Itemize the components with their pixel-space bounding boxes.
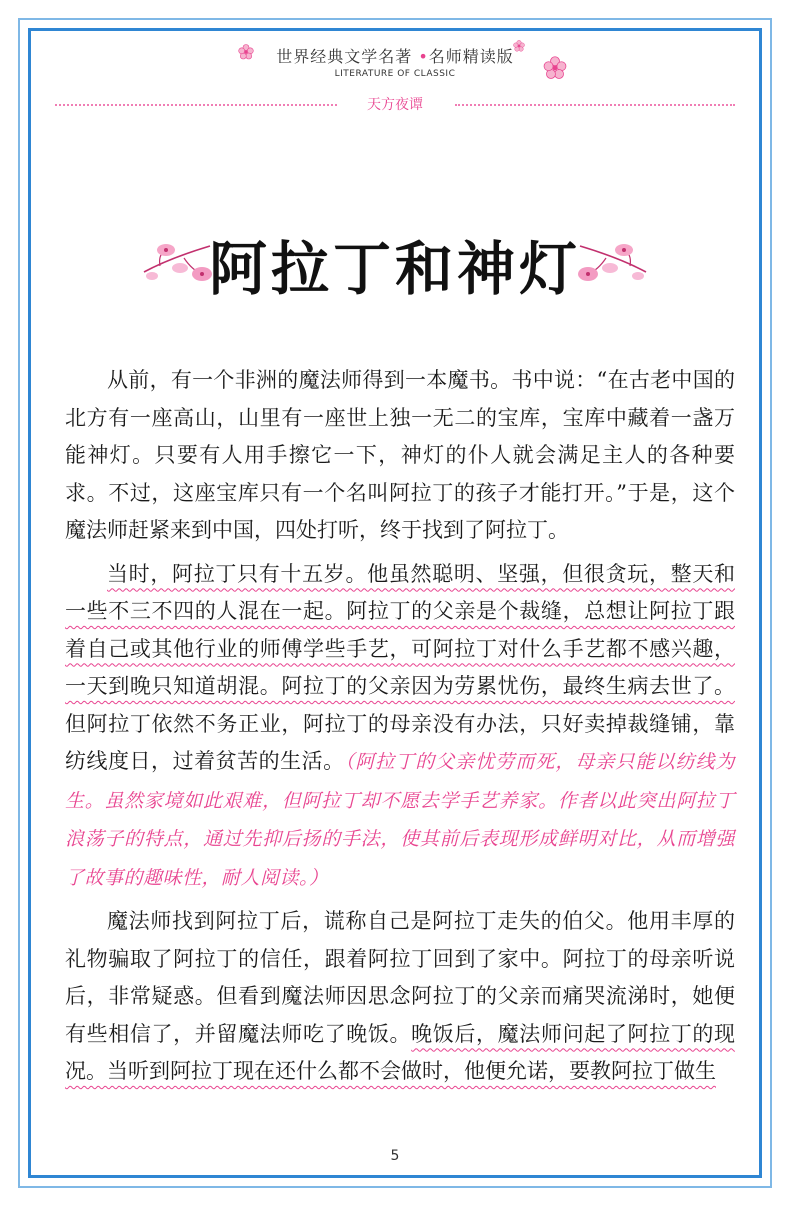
paragraph-2-text: 但阿拉丁依然不务正业，阿拉丁的母亲没有办法，只好卖掉裁缝铺，靠纺线度日，过着贫苦的生活。 bbox=[65, 711, 735, 773]
series-subtitle: LITERATURE OF CLASSIC bbox=[334, 69, 456, 79]
header-divider-right bbox=[455, 104, 735, 106]
annotation-note: （阿拉丁的父亲忧劳而死，母亲只能以纺线为生。虽然家境如此艰难，但阿拉丁却不愿去学手艺养家。作者以此突出阿拉丁浪荡子的特点，通过先抑后扬的手法，使其前后表现形成鲜明对比，从而增强了故事的趣味性，耐人阅读。） bbox=[65, 751, 735, 889]
paragraph-3 bbox=[65, 903, 735, 1091]
page-number: 5 bbox=[390, 1148, 400, 1164]
series-title-line bbox=[0, 44, 790, 67]
section-tag: 天方夜谭 bbox=[367, 97, 423, 113]
series-header bbox=[0, 44, 790, 79]
chapter-title: 阿拉丁和神灯 bbox=[208, 235, 581, 303]
paragraph-2 bbox=[65, 556, 735, 898]
series-dot: • bbox=[418, 47, 429, 66]
series-edition: 名师精读版 bbox=[428, 47, 514, 66]
underlined-passage: 晚饭后，魔法师问起了阿拉丁的现况。当听到阿拉丁现在还什么都不会做时，他便允诺，要教阿拉丁做生 bbox=[65, 1021, 736, 1083]
header-divider-left bbox=[55, 104, 337, 106]
paragraph-3-text: 魔法师找到阿拉丁后，谎称自己是阿拉丁走失的伯父。他用丰厚的礼物骗取了阿拉丁的信任，跟着阿拉丁回到了家中。阿拉丁的母亲听说后，非常疑惑。但看到魔法师因思念阿拉丁的父亲而痛哭流涕时，她便有些相信了，并留魔法师吃了晚饭。 bbox=[65, 909, 735, 1046]
paragraph-1: 从前，有一个非洲的魔法师得到一本魔书。书中说：“在古老中国的北方有一座高山，山里有一座世上独一无二的宝库，宝库中藏着一盏万能神灯。只要有人用手擦它一下，神灯的仆人就会满足主人的各种要求。不过，这座宝库只有一个名叫阿拉丁的孩子才能打开。”于是，这个魔法师赶紧来到中国，四处打听，终于找到了阿拉丁。 bbox=[65, 368, 735, 542]
chapter-body bbox=[65, 362, 735, 1091]
series-title: 世界经典文学名著 bbox=[276, 47, 413, 66]
underlined-passage: 当时，阿拉丁只有十五岁。他虽然聪明、坚强，但很贪玩，整天和一些不三不四的人混在一起。阿拉丁的父亲是个裁缝，总想让阿拉丁跟着自己或其他行业的师傅学些手艺，可阿拉丁对什么手艺都不感兴趣，一天到晚只知道胡混。阿拉丁的父亲因为劳累忧伤，最终生病去世了。 bbox=[65, 561, 735, 698]
